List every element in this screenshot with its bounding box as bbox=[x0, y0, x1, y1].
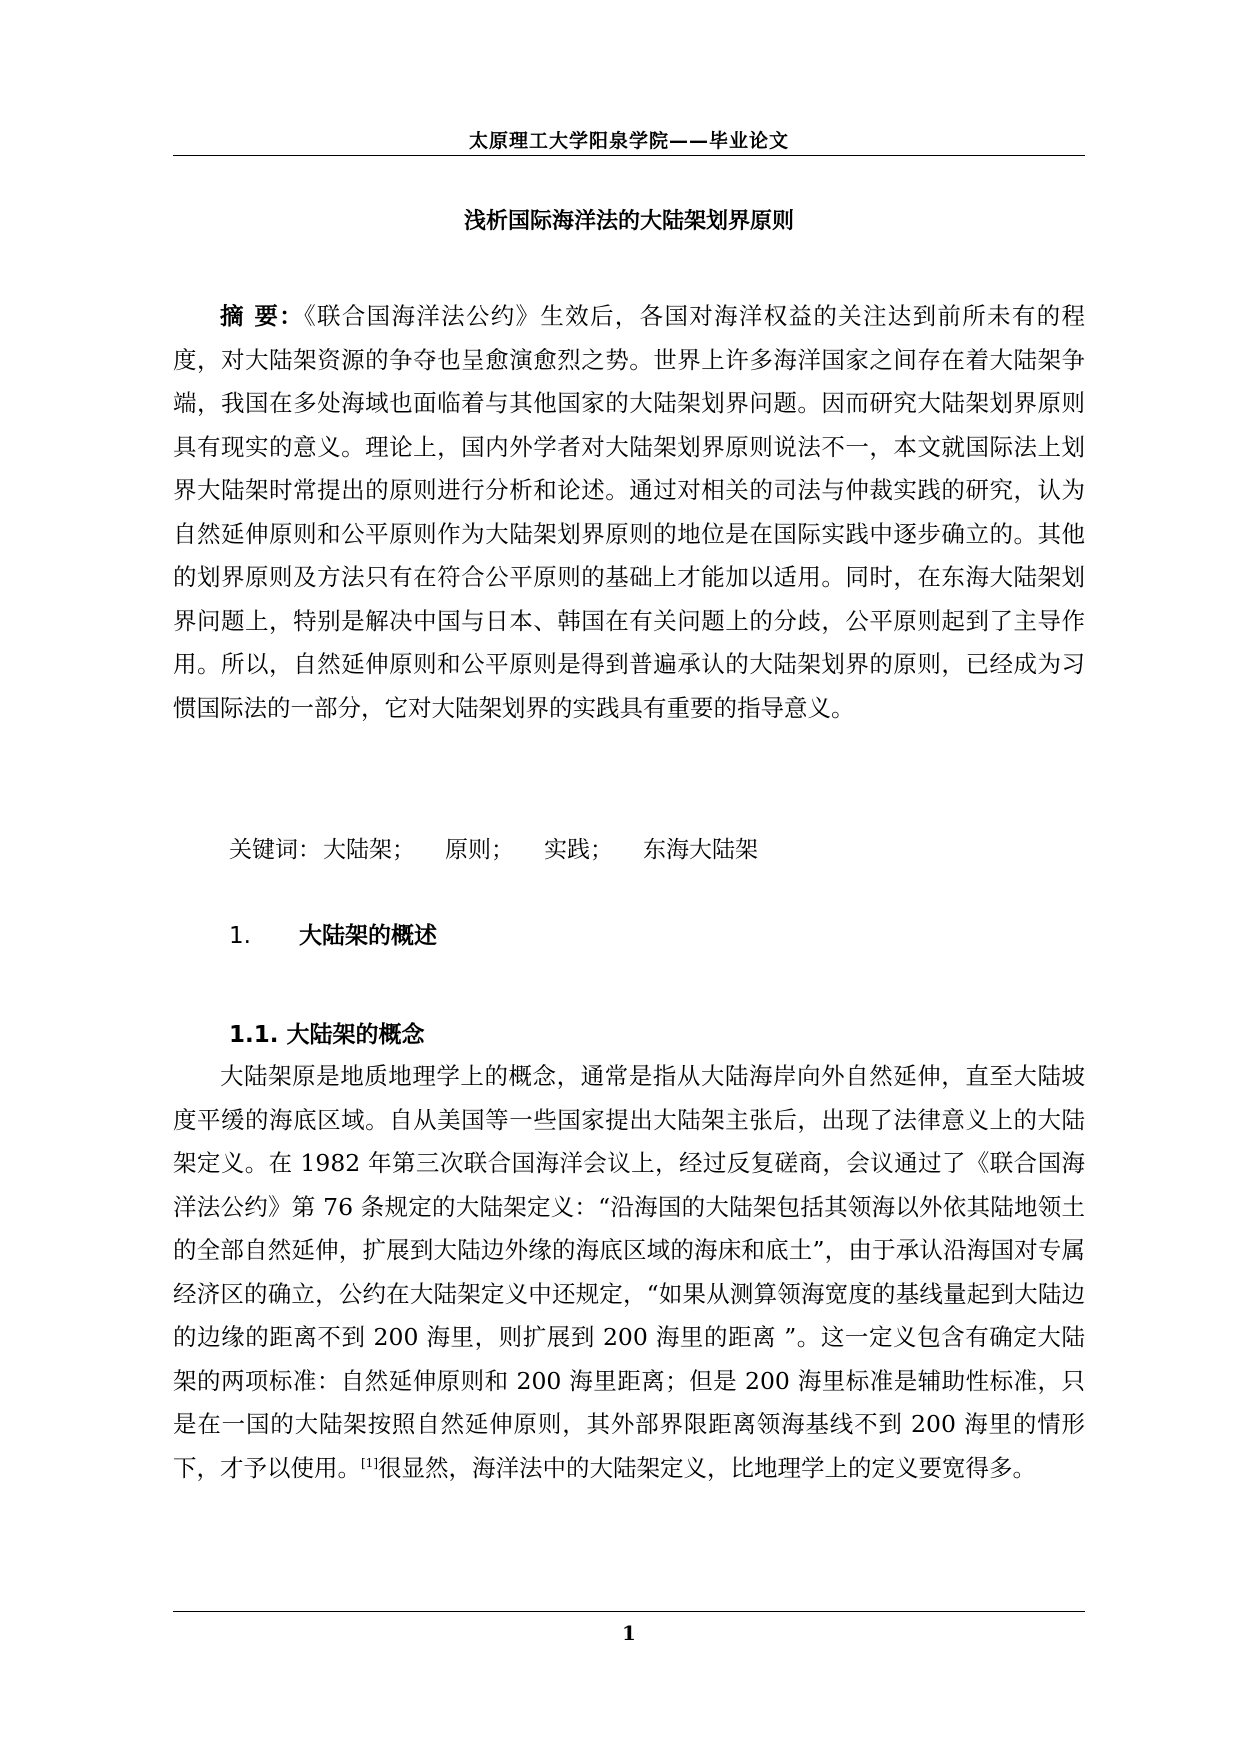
subsection-heading: 1.1. 大陆架的概念 bbox=[229, 1022, 425, 1048]
section-heading bbox=[229, 917, 437, 950]
running-header: 太原理工大学阳泉学院——毕业论文 bbox=[468, 130, 789, 152]
keyword-item: 大陆架； bbox=[323, 837, 415, 863]
keyword-item: 原则； bbox=[445, 837, 514, 863]
section-number: 1. bbox=[229, 923, 251, 949]
body-text: 大陆架原是地质地理学上的概念，通常是指从大陆海岸向外自然延伸，直至大陆坡度平缓的海底区域。自从美国等一些国家提出大陆架主张后，出现了法律意义上的大陆架定义。在 1982 年第三次联合国海洋会议上，经过反复磋商，会议通过了《联合国海洋法公约》第 76 条规定的大陆架定义：“沿海国的大陆架包括其领海以外依其陆地领土的全部自然延伸，扩展到大陆边外缘的海底区域的海床和底土”，由于承认沿海国对专属经济区的确立，公约在大陆架定义中还规定，“如果从测算领海宽度的基线量起到大陆边的边缘的距离不到 200 海里，则扩展到 200 海里的距离 ”。这一定义包含有确定大陆架的两项标准：自然延伸原则和 200 海里距离；但是 200 海里标准是辅助性标准，只是在一国的大陆架按照自然延伸原则，其外部界限距离领海基线不到 200 海里的情形下，才予以使用。 bbox=[173, 1062, 1085, 1482]
keywords-label: 关键词： bbox=[229, 837, 321, 863]
abstract-label: 摘 要： bbox=[220, 302, 304, 330]
keywords-line bbox=[229, 831, 788, 864]
keyword-item: 东海大陆架 bbox=[643, 837, 758, 863]
body-paragraph bbox=[173, 1055, 1085, 1490]
header-rule bbox=[173, 155, 1085, 156]
abstract-paragraph bbox=[173, 295, 1085, 730]
paper-title: 浅析国际海洋法的大陆架划界原则 bbox=[463, 209, 794, 234]
abstract-text: 《联合国海洋法公约》生效后，各国对海洋权益的关注达到前所未有的程度，对大陆架资源的争夺也呈愈演愈烈之势。世界上许多海洋国家之间存在着大陆架争端，我国在多处海域也面临着与其他国家的大陆架划界问题。因而研究大陆架划界原则具有现实的意义。理论上，国内外学者对大陆架划界原则说法不一，本文就国际法上划界大陆架时常提出的原则进行分析和论述。通过对相关的司法与仲裁实践的研究，认为自然延伸原则和公平原则作为大陆架划界原则的地位是在国际实践中逐步确立的。其他的划界原则及方法只有在符合公平原则的基础上才能加以适用。同时，在东海大陆架划界问题上，特别是解决中国与日本、韩国在有关问题上的分歧，公平原则起到了主导作用。所以，自然延伸原则和公平原则是得到普遍承认的大陆架划界的原则，已经成为习惯国际法的一部分，它对大陆架划界的实践具有重要的指导意义。 bbox=[173, 302, 1086, 722]
keyword-item: 实践； bbox=[544, 837, 613, 863]
citation-ref: [1] bbox=[361, 1455, 378, 1470]
body-text-continued: 很显然，海洋法中的大陆架定义，比地理学上的定义要宽得多。 bbox=[378, 1453, 1036, 1482]
section-title: 大陆架的概述 bbox=[299, 923, 437, 949]
footer-rule bbox=[173, 1611, 1085, 1612]
page-number: 1 bbox=[622, 1621, 636, 1645]
